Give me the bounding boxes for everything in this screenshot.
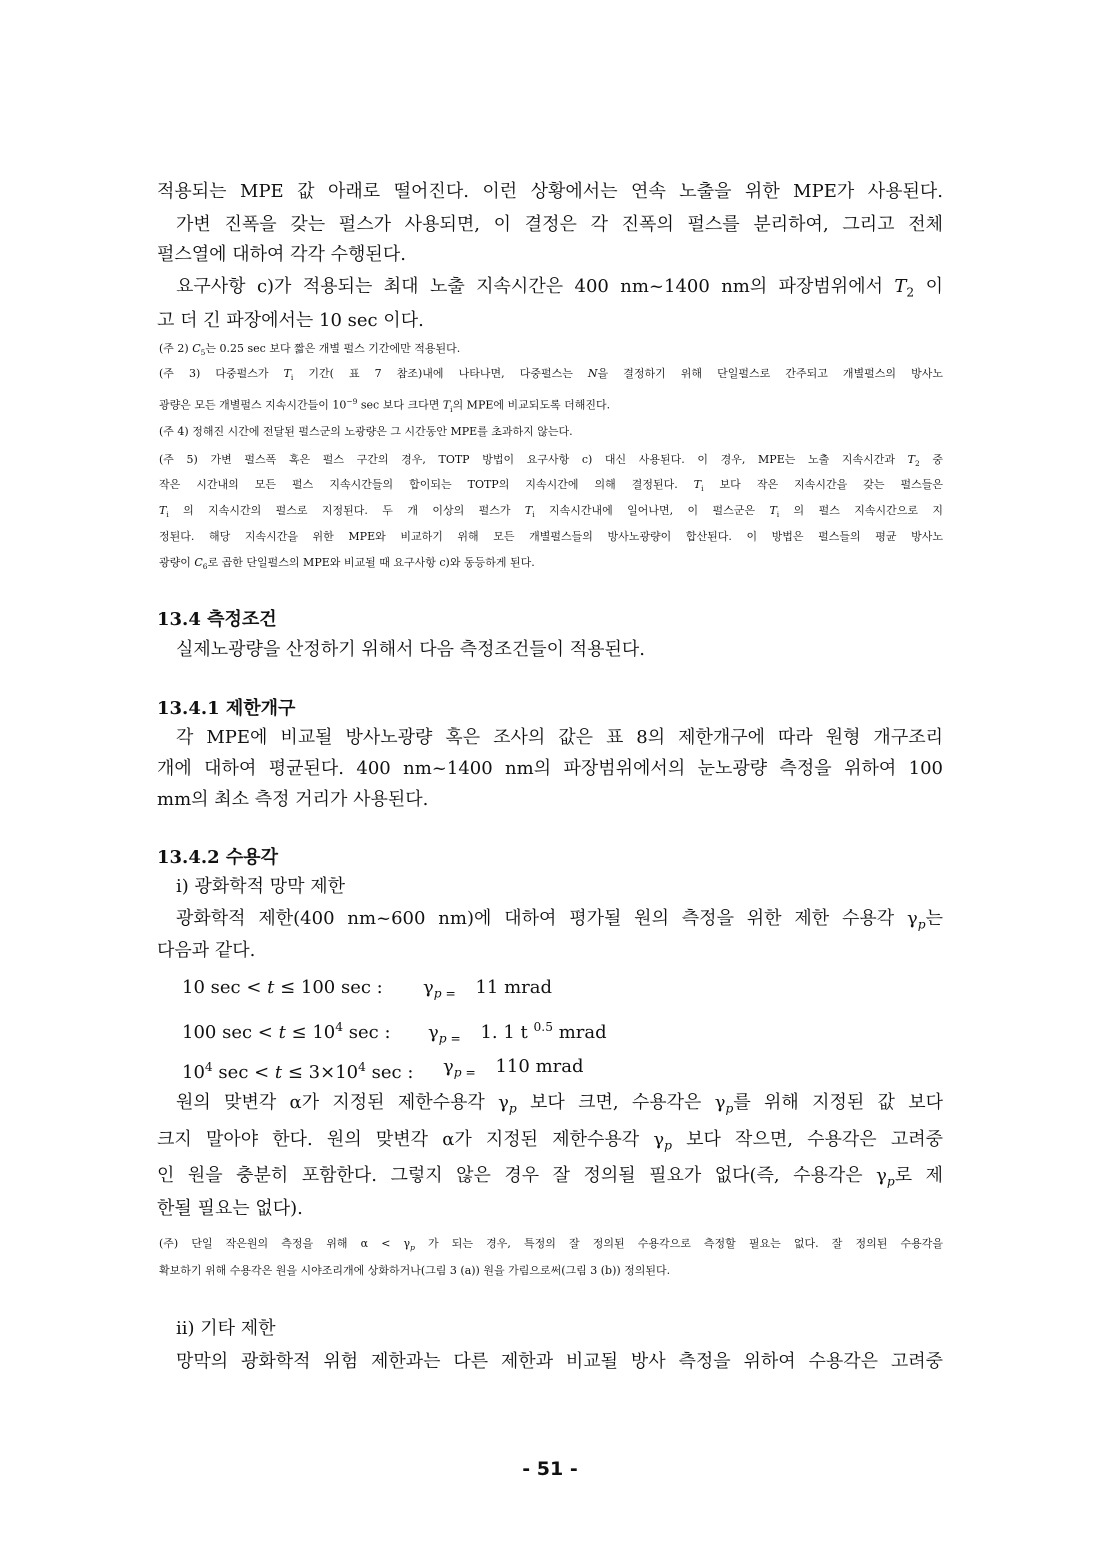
note-cont: 확보하기 위해 수용각은 원을 시야조리개에 상화하거나(그림 3 (a)) 원을 가림으로써(그림 3 (b)) 정의된다.: [159, 1264, 671, 1277]
paragraph-line: 펄스열에 대하여 각각 수행된다.: [157, 244, 406, 265]
paragraph-line: 인 원을 충분히 포함한다. 그렇지 않은 경우 잘 정의될 필요가 없다(즉, 수용각은 $\gamma_p$로 제: [157, 1165, 943, 1189]
note-5-cont: $T_i$ 의 지속시간의 펄스로 지정된다. 두 개 이상의 펄스가 $T_i$ 지속시간내에 일어나면, 이 펄스군은 $T_i$ 의 펄스 지속시간으로 지: [159, 504, 943, 520]
section-heading-13-4: 13.4 측정조건: [157, 609, 277, 630]
paragraph-line: 광화학적 제한(400 nm~600 nm)에 대하여 평가될 원의 측정을 위한 제한 수용각 $\gamma_p$는: [176, 908, 943, 932]
equation-value: $\gamma_{p =}$ 1. 1 t $^{0.5}$ mrad: [428, 1020, 607, 1046]
note: (주) 단일 작은원의 측정을 위해 $\alpha < \gamma_p$ 가 되는 경우, 특정의 잘 정의된 수용각으로 측정할 필요는 없다. 잘 정의된 수용각을: [159, 1237, 944, 1253]
paragraph-line: mm의 최소 측정 거리가 사용된다.: [157, 789, 429, 810]
note-3: (주 3) 다중펄스가 $T_i$ 기간( 표 7 참조)내에 나타나면, 다중펄스는 N을 결정하기 위해 단일펄스로 간주되고 개별펄스의 방사노: [159, 367, 943, 383]
note-5: (주 5) 가변 펄스폭 혹은 펄스 구간의 경우, TOTP 방법이 요구사항 c) 대신 사용된다. 이 경우, MPE는 노출 지속시간과 $T_2$ 중: [159, 453, 943, 469]
note-3-cont: 광량은 모든 개별펄스 지속시간들이 $10^{-9}$ sec 보다 크다면 $T_i$의 MPE에 비교되도록 더해진다.: [159, 397, 611, 414]
paragraph-line: 크지 말아야 한다. 원의 맞변각 α가 지정된 제한수용각 $\gamma_p$ 보다 작으면, 수용각은 고려중: [157, 1129, 943, 1153]
equation-range: 100 $\sec < t \le 10^4$ sec :: [182, 1020, 391, 1043]
equation-value: $\gamma_{p =}$ 110 mrad: [443, 1056, 584, 1080]
list-item-heading: i) 광화학적 망막 제한: [176, 876, 346, 897]
paragraph-line: 고 더 긴 파장에서는 10 sec 이다.: [157, 310, 424, 331]
note-5-cont: 작은 시간내의 모든 펄스 지속시간들의 합이되는 TOTP의 지속시간에 의해 결정된다. $T_i$ 보다 작은 지속시간을 갖는 펄스들은: [159, 478, 944, 494]
list-item-heading: ii) 기타 제한: [176, 1318, 276, 1339]
paragraph-line: 각 MPE에 비교될 방사노광량 혹은 조사의 값은 표 8의 제한개구에 따라 원형 개구조리: [176, 727, 943, 748]
page-number: - 51 -: [522, 1458, 578, 1480]
section-heading-13-4-2: 13.4.2 수용각: [157, 847, 279, 868]
note-4: (주 4) 정해진 시간에 전달된 펄스군의 노광량은 그 시간동안 MPE를 초과하지 않는다.: [159, 425, 573, 438]
paragraph-line: 가변 진폭을 갖는 펄스가 사용되면, 이 결정은 각 진폭의 펄스를 분리하여, 그리고 전체: [176, 214, 943, 235]
note-5-cont: 광량이 $C_6$로 곱한 단일펄스의 MPE와 비교될 때 요구사항 c)와 동등하게 된다.: [159, 556, 535, 572]
paragraph-line: 망막의 광화학적 위험 제한과는 다른 제한과 비교될 방사 측정을 위하여 수용각은 고려중: [176, 1351, 943, 1372]
paragraph-line: 실제노광량을 산정하기 위해서 다음 측정조건들이 적용된다.: [176, 639, 646, 660]
paragraph-line: 적용되는 MPE 값 아래로 떨어진다. 이런 상황에서는 연속 노출을 위한 MPE가 사용된다.: [157, 181, 943, 202]
paragraph-line: 요구사항 c)가 적용되는 최대 노출 지속시간은 400 nm~1400 nm의 파장범위에서 $T_2$ 이: [176, 276, 943, 300]
paragraph-line: 개에 대하여 평균된다. 400 nm~1400 nm의 파장범위에서의 눈노광량 측정을 위하여 100: [157, 758, 943, 779]
paragraph-line: 다음과 같다.: [157, 940, 256, 961]
paragraph-line: 한될 필요는 없다).: [157, 1198, 303, 1219]
note-5-cont: 정된다. 해당 지속시간을 위한 MPE와 비교하기 위해 모든 개별펄스들의 방사노광량이 합산된다. 이 방법은 펄스들의 평균 방사노: [159, 530, 943, 543]
note-2: (주 2) $C_5$는 0.25 sec 보다 짧은 개별 펄스 기간에만 적용된다.: [159, 342, 461, 358]
equation-range: 10 sec < t ≤ 100 sec :: [182, 977, 383, 998]
equation-range: $10^4$ $\sec < t \le 3\times 10^4$ sec :: [182, 1060, 414, 1083]
section-heading-13-4-1: 13.4.1 제한개구: [157, 698, 296, 719]
equation-value: $\gamma_{p =}$ 11 mrad: [423, 977, 553, 1001]
paragraph-line: 원의 맞변각 α가 지정된 제한수용각 $\gamma_p$ 보다 크면, 수용각은 $\gamma_p$를 위해 지정된 값 보다: [176, 1092, 944, 1116]
